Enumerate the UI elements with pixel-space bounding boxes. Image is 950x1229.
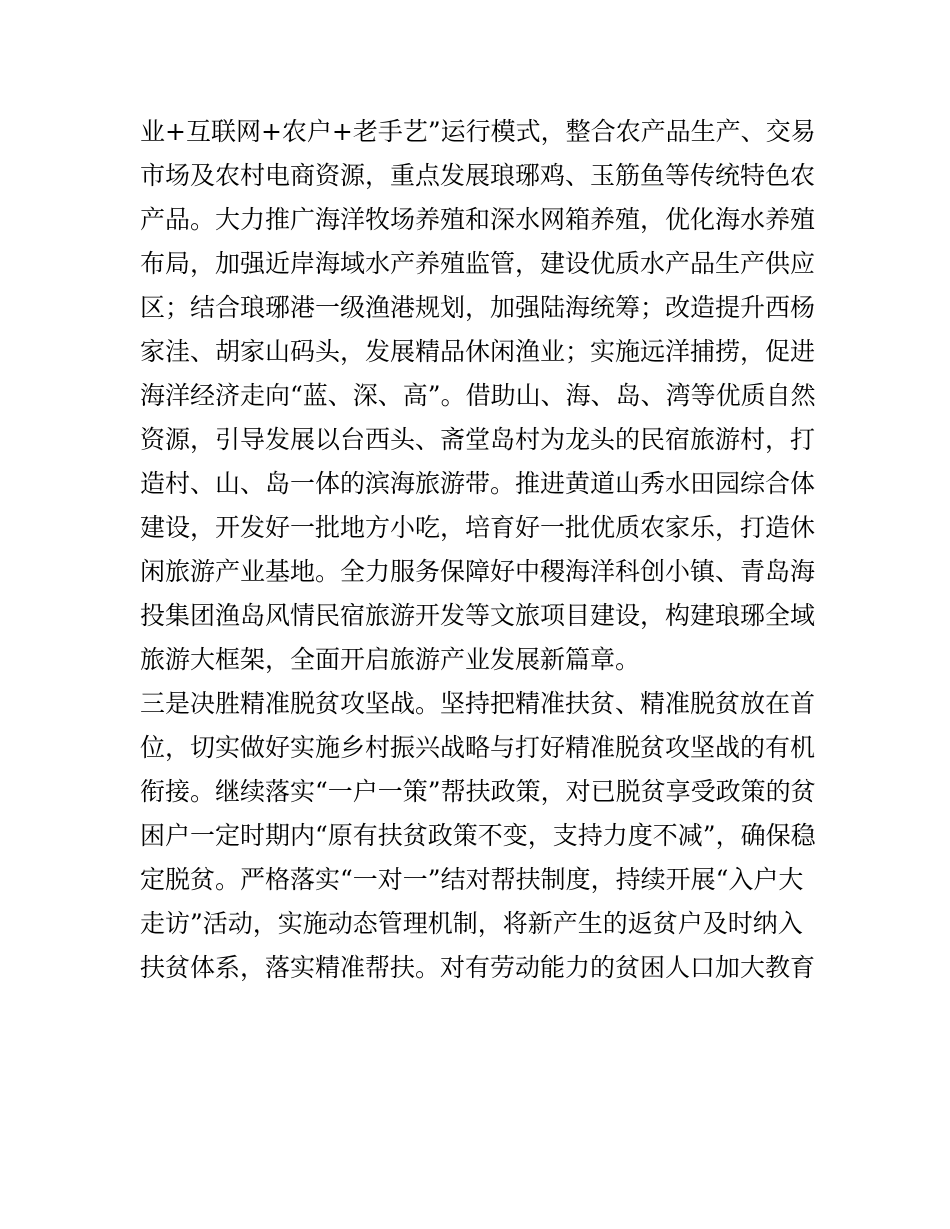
text-line: 市场及农村电商资源，重点发展琅琊鸡、玉筋鱼等传统特色农 — [140, 161, 816, 190]
text-line: 造村、山、岛一体的滨海旅游带。推进黄道山秀水田园综合体 — [140, 469, 816, 498]
text-line: 闲旅游产业基地。全力服务保障好中稷海洋科创小镇、青岛海 — [140, 557, 816, 586]
text-line: 走访”活动，实施动态管理机制，将新产生的返贫户及时纳入 — [140, 909, 803, 938]
text-line: 布局，加强近岸海域水产养殖监管，建设优质水产品生产供应 — [140, 249, 816, 278]
text-line: 海洋经济走向“蓝、深、高”。借助山、海、岛、湾等优质自然 — [140, 381, 816, 410]
text-line: 三是决胜精准脱贫攻坚战。坚持把精准扶贫、精准脱贫放在首 — [140, 689, 816, 718]
text-line: 扶贫体系，落实精准帮扶。对有劳动能力的贫困人口加大教育 — [140, 953, 816, 982]
text-line: 业+互联网+农户+老手艺”运行模式，整合农产品生产、交易 — [140, 117, 816, 146]
text-line: 衔接。继续落实“一户一策”帮扶政策，对已脱贫享受政策的贫 — [140, 777, 816, 806]
text-line: 产品。大力推广海洋牧场养殖和深水网箱养殖，优化海水养殖 — [140, 205, 816, 234]
body-text — [140, 110, 820, 990]
text-line: 困户一定时期内“原有扶贫政策不变，支持力度不减”，确保稳 — [140, 821, 816, 850]
text-line: 定脱贫。严格落实“一对一”结对帮扶制度，持续开展“入户大 — [140, 865, 804, 894]
text-line: 旅游大框架，全面开启旅游产业发展新篇章。 — [140, 645, 641, 674]
text-line: 区；结合琅琊港一级渔港规划，加强陆海统筹；改造提升西杨 — [140, 293, 816, 322]
text-line: 建设，开发好一批地方小吃，培育好一批优质农家乐，打造休 — [140, 513, 816, 542]
text-line: 家洼、胡家山码头，发展精品休闲渔业；实施远洋捕捞，促进 — [140, 337, 816, 366]
text-line: 资源，引导发展以台西头、斋堂岛村为龙头的民宿旅游村，打 — [140, 425, 816, 454]
text-line: 位，切实做好实施乡村振兴战略与打好精准脱贫攻坚战的有机 — [140, 733, 816, 762]
text-line: 投集团渔岛风情民宿旅游开发等文旅项目建设，构建琅琊全域 — [140, 601, 816, 630]
